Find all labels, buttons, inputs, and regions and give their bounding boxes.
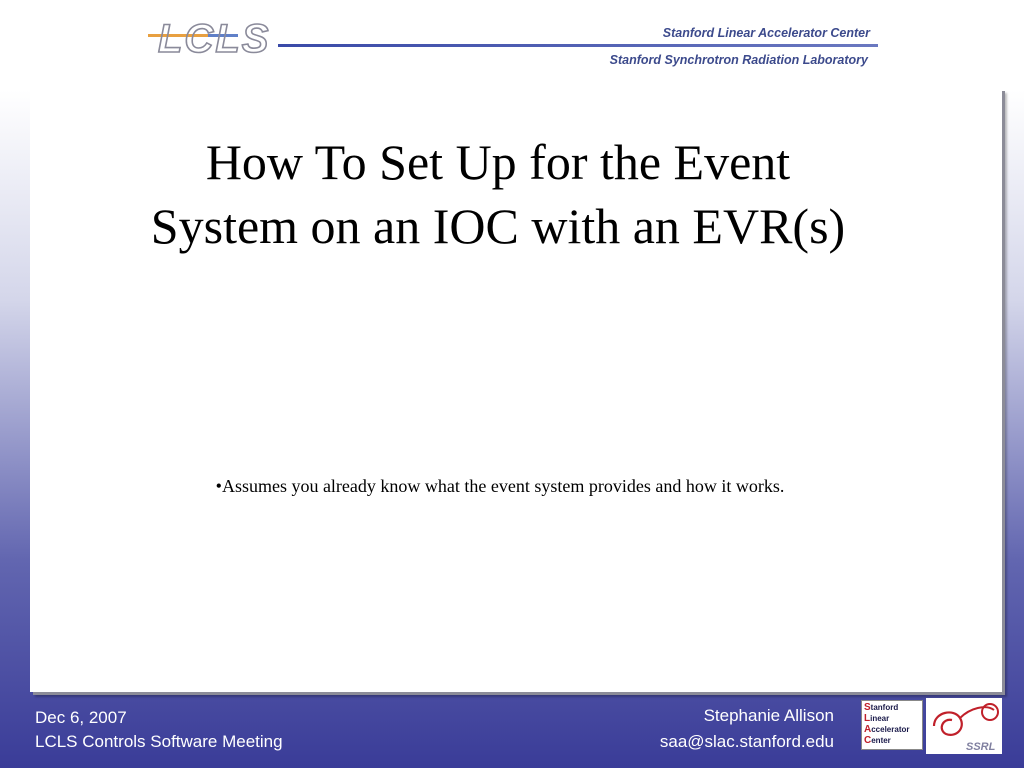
- slide-content: [30, 88, 1002, 692]
- header: [0, 0, 1024, 78]
- footer-meeting: LCLS Controls Software Meeting: [35, 732, 283, 751]
- slac-logo-line-1: Stanford: [864, 702, 899, 713]
- header-divider: [278, 44, 878, 47]
- bullet-point: •Assumes you already know what the event system provides and how it works.: [215, 476, 785, 496]
- slide-title: [30, 130, 966, 258]
- svg-text:LCLS: LCLS: [158, 17, 271, 61]
- slide-title-line-1: How To Set Up for the Event: [205, 134, 791, 190]
- ssrl-logo-text: SSRL: [966, 741, 996, 753]
- lcls-logo: [148, 8, 288, 64]
- org-name-ssrl: Stanford Synchrotron Radiation Laboratory: [609, 53, 868, 67]
- slac-logo: [861, 700, 923, 750]
- footer-email: saa@slac.stanford.edu: [659, 732, 834, 751]
- slac-logo-line-4: Center: [864, 735, 891, 746]
- footer-left: [35, 706, 283, 754]
- ssrl-logo: [926, 698, 1002, 754]
- footer-right: [600, 703, 834, 755]
- slac-logo-line-2: Linear: [864, 713, 890, 724]
- org-name-slac: Stanford Linear Accelerator Center: [662, 26, 870, 40]
- footer-date: Dec 6, 2007: [35, 708, 127, 727]
- slac-logo-line-3: Accelerator: [864, 724, 910, 735]
- footer-presenter: Stephanie Allison: [703, 706, 834, 725]
- slide-title-line-2: System on an IOC with an EVR(s): [150, 198, 846, 254]
